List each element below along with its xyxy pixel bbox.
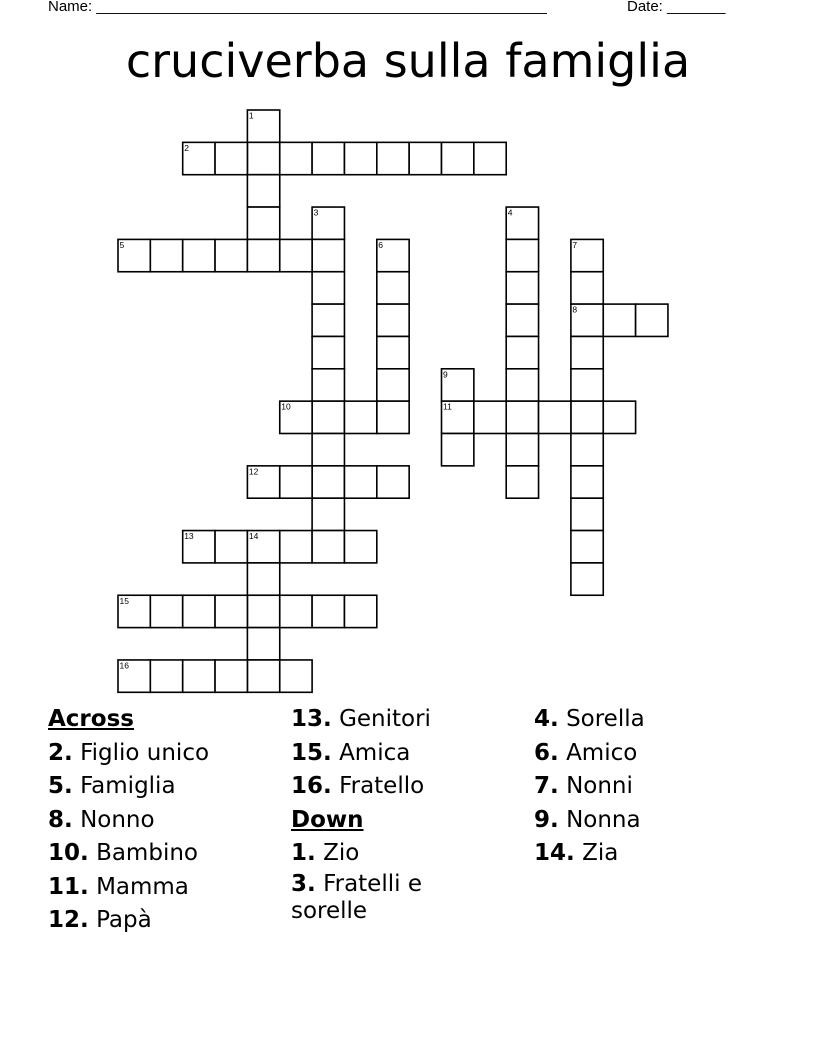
grid-cell (506, 401, 538, 433)
grid-cell (312, 304, 344, 336)
name-field-label: Name: ______________________________________________________ (48, 0, 547, 15)
cell-number-1: 1 (248, 110, 254, 121)
grid-cell (247, 595, 279, 627)
across-heading: Across (48, 706, 134, 732)
cell-number-5: 5 (119, 239, 125, 250)
grid-cell (280, 466, 312, 498)
grid-cell (215, 142, 247, 174)
clue-across-12: 12. Papà (48, 907, 152, 933)
clue-down-6: 6. Amico (534, 739, 638, 766)
grid-cell (571, 434, 603, 466)
grid-cell (150, 595, 182, 627)
grid-cell (571, 531, 603, 563)
grid-cell (312, 142, 344, 174)
grid-cell (571, 401, 603, 433)
cell-number-15: 15 (119, 595, 129, 606)
grid-cell (215, 239, 247, 271)
cell-number-2: 2 (184, 142, 189, 153)
date-field-label: Date: _______ (627, 0, 726, 15)
grid-cell (280, 595, 312, 627)
grid-cell (344, 401, 376, 433)
grid-cell (312, 531, 344, 563)
clue-down-4: 4. Sorella (534, 706, 645, 732)
grid-cell (377, 369, 409, 401)
grid-cell (344, 142, 376, 174)
grid-cell (215, 595, 247, 627)
grid-cell (571, 466, 603, 498)
cell-number-6: 6 (378, 239, 384, 250)
clue-across-16: 16. Fratello (291, 773, 425, 799)
cell-number-7: 7 (572, 239, 578, 250)
grid-cell (247, 142, 279, 174)
grid-cell (571, 563, 603, 595)
cell-number-12: 12 (248, 466, 259, 477)
cell-number-13: 13 (184, 531, 194, 542)
grid-cell (312, 434, 344, 466)
grid-cell (247, 628, 279, 660)
grid-cell (183, 660, 215, 692)
grid-cell (377, 466, 409, 498)
grid-cell (377, 336, 409, 368)
grid-cell (312, 369, 344, 401)
clue-down-1: 1. Zio (291, 840, 360, 866)
clue-across-2: 2. Figlio unico (48, 739, 210, 766)
clue-down-3: 3. Fratelli e sorelle (291, 870, 422, 924)
grid-cell (344, 531, 376, 563)
down-heading: Down (291, 806, 364, 833)
grid-cell (150, 239, 182, 271)
clue-across-15: 15. Amica (291, 739, 411, 766)
grid-cell (247, 175, 279, 207)
clue-across-13: 13. Genitori (291, 706, 431, 732)
grid-cell (442, 434, 474, 466)
grid-cell (247, 563, 279, 595)
grid-cell (344, 595, 376, 627)
grid-cell (247, 239, 279, 271)
clue-across-11: 11. Mamma (48, 873, 189, 900)
grid-cell (280, 531, 312, 563)
grid-cell (247, 207, 279, 239)
grid-cell (312, 336, 344, 368)
grid-cell (409, 142, 441, 174)
grid-cell (312, 272, 344, 304)
grid-cell (215, 660, 247, 692)
clue-across-5: 5. Famiglia (48, 773, 176, 799)
grid-cell (506, 369, 538, 401)
clue-down-14: 14. Zia (534, 840, 619, 866)
grid-cell (183, 239, 215, 271)
clue-across-8: 8. Nonno (48, 806, 155, 833)
cell-number-14: 14 (248, 531, 259, 542)
cell-number-16: 16 (119, 660, 129, 671)
page-title: cruciverba sulla famiglia (125, 34, 691, 88)
clue-down-7: 7. Nonni (534, 773, 633, 799)
grid-cell (280, 239, 312, 271)
grid-cell (312, 239, 344, 271)
grid-cell (442, 142, 474, 174)
grid-cell (377, 272, 409, 304)
grid-cell (506, 434, 538, 466)
grid-cell (571, 369, 603, 401)
grid-cell (571, 336, 603, 368)
grid-cell (280, 660, 312, 692)
cell-number-11: 11 (443, 401, 452, 412)
grid-cell (571, 498, 603, 530)
grid-cell (312, 498, 344, 530)
grid-cell (506, 239, 538, 271)
grid-cell (571, 272, 603, 304)
cell-number-10: 10 (281, 401, 291, 412)
grid-cell (636, 304, 668, 336)
cell-number-4: 4 (507, 207, 513, 218)
grid-cell (506, 336, 538, 368)
grid-cell (377, 304, 409, 336)
grid-cell (344, 466, 376, 498)
clue-across-10: 10. Bambino (48, 840, 198, 866)
cell-number-8: 8 (572, 304, 578, 315)
grid-cell (215, 531, 247, 563)
grid-cell (474, 401, 506, 433)
grid-cell (603, 401, 635, 433)
grid-cell (280, 142, 312, 174)
grid-cell (603, 304, 635, 336)
grid-cell (377, 401, 409, 433)
clue-column-2 (291, 703, 491, 929)
grid-cell (312, 595, 344, 627)
grid-cell (474, 142, 506, 174)
grid-cell (377, 142, 409, 174)
grid-cell (506, 466, 538, 498)
clue-down-9: 9. Nonna (534, 806, 641, 833)
clue-column-1 (48, 703, 209, 938)
cell-number-3: 3 (313, 207, 319, 218)
grid-cell (150, 660, 182, 692)
clue-column-3 (534, 703, 645, 871)
grid-cell (247, 660, 279, 692)
grid-cell (312, 466, 344, 498)
grid-cell (506, 304, 538, 336)
grid-cell (312, 401, 344, 433)
grid-cell (539, 401, 571, 433)
cell-number-9: 9 (443, 369, 448, 380)
grid-cell (183, 595, 215, 627)
grid-cell (506, 272, 538, 304)
